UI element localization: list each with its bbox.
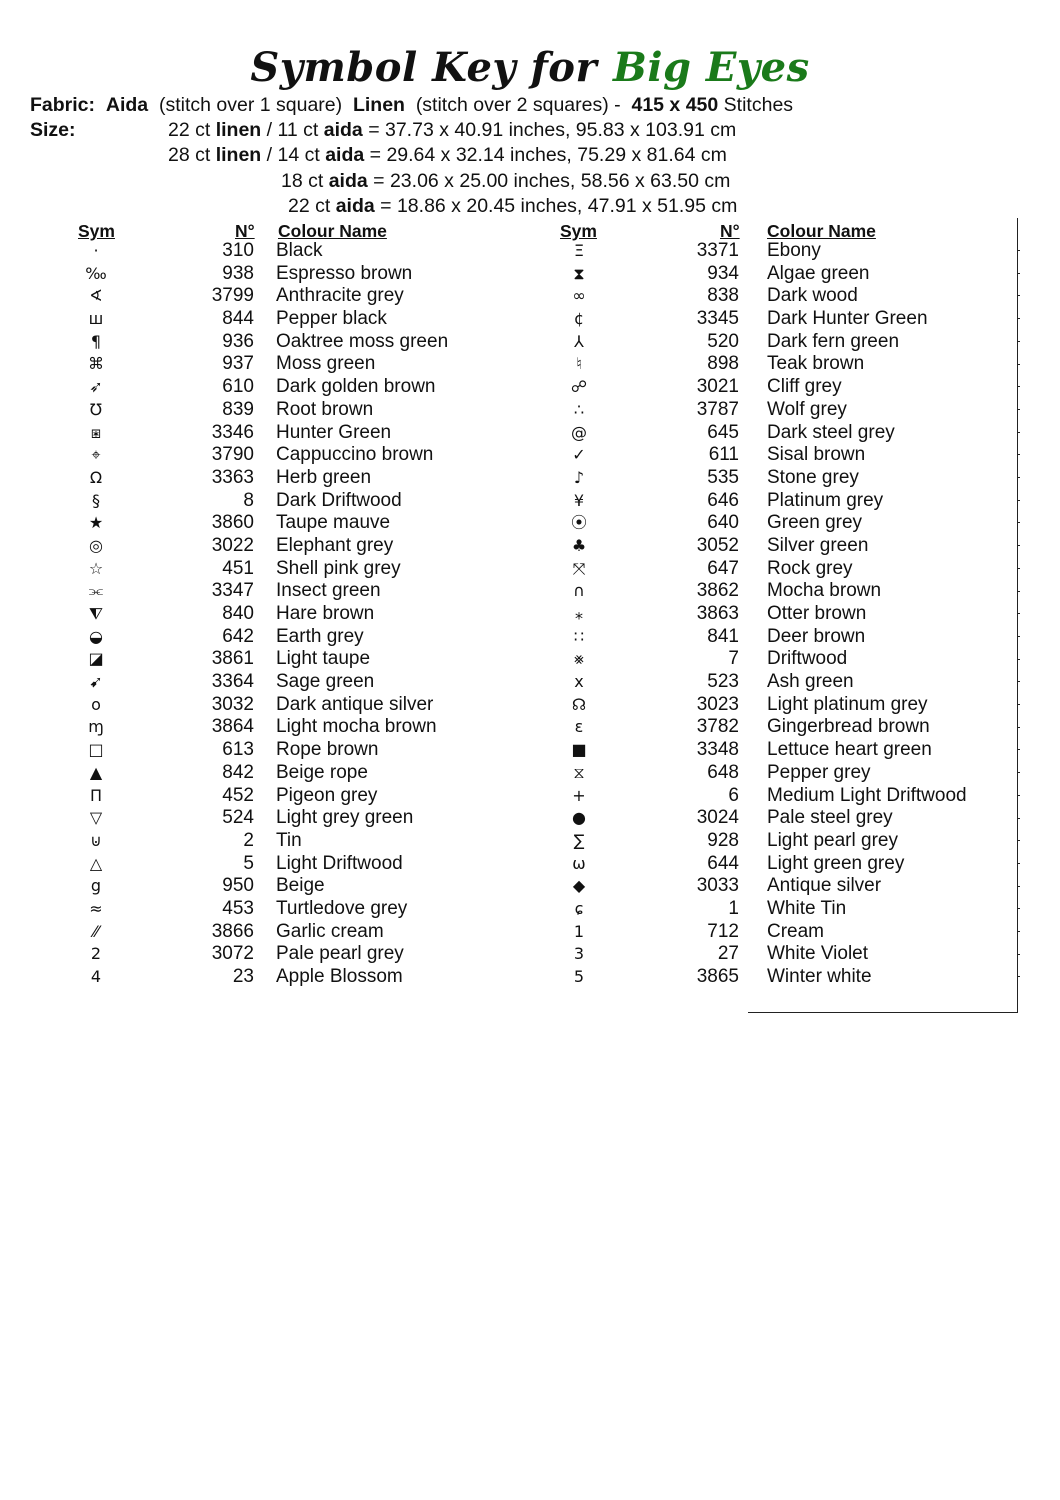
fabric-stitches-label: Stitches (723, 94, 794, 116)
header-name-right: Colour Name (767, 221, 876, 241)
color-name: Driftwood (767, 648, 848, 670)
symbol-icon: ≈ (89, 898, 103, 918)
color-name: Pale steel grey (767, 807, 893, 829)
color-name: Light taupe (276, 648, 371, 670)
border-tick (1017, 522, 1020, 523)
color-name: Hunter Green (276, 421, 392, 443)
color-number: 3782 (696, 716, 739, 738)
color-number: 839 (222, 398, 254, 420)
border-tick (1017, 386, 1020, 387)
symbol-icon: ⧗ (573, 263, 585, 283)
color-name: Wolf grey (767, 398, 847, 420)
color-name: Pepper grey (767, 761, 871, 783)
bottom-border-line (748, 1012, 1018, 1013)
symbol-icon: ⫘ (88, 581, 104, 601)
border-tick (1017, 704, 1020, 705)
color-name: Platinum grey (767, 489, 884, 511)
title-main: Symbol Key for (250, 44, 598, 91)
symbol-icon: Π (89, 785, 103, 805)
color-number: 3345 (696, 308, 739, 330)
symbol-icon: ℧ (89, 399, 103, 419)
symbol-icon: ⧖ (573, 762, 585, 782)
symbol-icon: ♣ (571, 535, 587, 555)
color-number: 640 (707, 512, 739, 534)
size-line-3-e: = 23.06 x 25.00 inches, 58.56 x 63.50 cm (373, 170, 731, 192)
color-number: 3862 (696, 580, 739, 602)
header-num-left: N° (235, 221, 255, 241)
color-number: 936 (222, 330, 254, 352)
size-line-1-d: aida (323, 119, 363, 141)
symbol-icon: 4 (90, 967, 102, 986)
color-name: Taupe mauve (276, 512, 391, 534)
color-name: Dark Driftwood (276, 489, 402, 511)
size-line-3-a: 18 ct (281, 170, 324, 192)
color-number: 451 (222, 557, 254, 579)
border-tick (1017, 318, 1020, 319)
symbol-icon: @ (571, 422, 587, 442)
symbol-icon: ⁎ (575, 604, 583, 623)
color-name: Sage green (276, 671, 375, 693)
color-number: 453 (222, 897, 254, 919)
border-tick (1017, 886, 1020, 887)
size-line-2-c: / 14 ct (266, 144, 320, 166)
symbol-icon: ∞ (572, 286, 586, 306)
border-tick (1017, 976, 1020, 977)
symbol-icon: ➶ (89, 377, 103, 397)
color-number: 520 (707, 330, 739, 352)
border-tick (1017, 250, 1020, 251)
color-number: 712 (707, 920, 739, 942)
color-name: Turtledove grey (276, 897, 408, 919)
symbol-icon: ¢ (573, 309, 585, 329)
color-name: Garlic cream (276, 920, 384, 942)
symbol-icon: △ (89, 853, 103, 873)
symbol-icon: Ω (89, 467, 103, 487)
color-number: 3799 (211, 285, 254, 307)
color-number: 3052 (696, 534, 739, 556)
symbol-icon: ‰ (85, 263, 107, 283)
symbol-icon: ◪ (88, 649, 104, 669)
color-name: Root brown (276, 398, 374, 420)
size-line-4-b: aida (335, 195, 375, 217)
color-name: Anthracite grey (276, 285, 404, 307)
symbol-icon: ¥ (573, 490, 585, 510)
symbol-icon: ⅄ (574, 331, 584, 351)
color-number: 841 (707, 625, 739, 647)
color-name: Shell pink grey (276, 557, 401, 579)
fabric-linen: Linen (352, 94, 405, 116)
symbol-icon: ◆ (572, 876, 586, 896)
symbol-icon: ● (572, 808, 586, 828)
color-name: Light grey green (276, 807, 414, 829)
color-number: 524 (222, 807, 254, 829)
symbol-icon: 3 (573, 944, 585, 964)
symbol-icon: x (574, 672, 584, 692)
fabric-linen-note: (stitch over 2 squares) - (415, 94, 621, 116)
color-number: 642 (222, 625, 254, 647)
symbol-icon: ⌘ (88, 354, 104, 374)
symbol-icon: ε (574, 717, 584, 737)
border-tick (1017, 591, 1020, 592)
color-name: Cliff grey (767, 376, 842, 398)
color-number: 1 (728, 897, 739, 919)
color-number: 842 (222, 761, 254, 783)
color-number: 8 (243, 489, 254, 511)
color-name: Elephant grey (276, 534, 394, 556)
header-sym-right: Sym (560, 221, 597, 241)
symbol-icon: ✓ (572, 445, 586, 465)
symbol-icon: ш (88, 309, 104, 329)
size-line-2-a: 28 ct (168, 144, 211, 166)
symbol-icon: ω (572, 853, 586, 873)
title-accent: Big Eyes (613, 44, 810, 91)
color-number: 934 (707, 262, 739, 284)
color-number: 844 (222, 308, 254, 330)
color-name: Teak brown (767, 353, 865, 375)
border-tick (1017, 545, 1020, 546)
color-number: 27 (717, 943, 739, 965)
color-name: Black (276, 240, 323, 261)
border-tick (1017, 840, 1020, 841)
color-name: Rock grey (767, 557, 853, 579)
color-name: Pigeon grey (276, 784, 378, 806)
color-number: 3023 (696, 693, 739, 715)
color-name: Light mocha brown (276, 716, 437, 738)
border-tick (1017, 409, 1020, 410)
symbol-icon: ◒ (89, 626, 103, 646)
color-number: 23 (232, 966, 254, 987)
border-tick (1017, 659, 1020, 660)
color-name: Insect green (276, 580, 381, 602)
color-name: Apple Blossom (276, 966, 403, 987)
color-name: Dark wood (767, 285, 858, 307)
symbol-icon: ɕ (574, 898, 584, 918)
color-name: Herb green (276, 466, 372, 488)
color-name: Moss green (276, 353, 376, 375)
border-tick (1017, 500, 1020, 501)
color-name: Antique silver (767, 875, 882, 897)
color-name: Light Driftwood (276, 852, 403, 874)
symbol-icon: ▲ (89, 762, 103, 782)
color-number: 840 (222, 603, 254, 624)
symbol-icon: 1 (573, 921, 585, 941)
color-number: 3346 (211, 421, 254, 443)
symbol-icon: ⧨ (88, 604, 104, 623)
symbol-icon: ⧆ (90, 422, 102, 442)
symbol-icon: § (92, 490, 100, 510)
color-name: Oaktree moss green (276, 330, 449, 352)
symbol-icon: ⁄⁄ (93, 921, 99, 941)
color-number: 838 (707, 285, 739, 307)
symbol-icon: ¶ (90, 331, 102, 351)
color-name: Cream (767, 920, 825, 942)
color-number: 645 (707, 421, 739, 443)
color-number: 2 (243, 829, 254, 851)
border-tick (1017, 772, 1020, 773)
color-number: 3864 (211, 716, 254, 738)
header-name-left: Colour Name (278, 221, 387, 241)
size-line-2-b: linen (215, 144, 262, 166)
color-name: Hare brown (276, 603, 375, 624)
border-tick (1017, 749, 1020, 750)
color-name: Ash green (767, 671, 854, 693)
fabric-aida: Aida (105, 94, 149, 116)
color-number: 644 (707, 852, 739, 874)
border-tick (1017, 931, 1020, 932)
symbol-icon: 2 (90, 944, 102, 964)
color-name: Light platinum grey (767, 693, 928, 715)
color-number: 523 (707, 671, 739, 693)
color-name: Earth grey (276, 625, 364, 647)
symbol-icon: ɱ (88, 717, 104, 737)
color-number: 3790 (211, 444, 254, 466)
symbol-icon: ∢ (89, 286, 103, 306)
color-number: 3364 (211, 671, 254, 693)
border-tick (1017, 477, 1020, 478)
color-name: Light pearl grey (767, 829, 898, 851)
color-name: Ebony (767, 240, 821, 261)
symbol-icon: ☊ (571, 694, 587, 714)
symbol-icon: ∴ (573, 399, 585, 419)
border-tick (1017, 432, 1020, 433)
color-name: Mocha brown (767, 580, 882, 602)
color-name: Deer brown (767, 625, 866, 647)
color-name: Dark antique silver (276, 693, 434, 715)
color-number: 3022 (211, 534, 254, 556)
size-line-1-a: 22 ct (168, 119, 211, 141)
color-name: Espresso brown (276, 262, 413, 284)
color-number: 647 (707, 557, 739, 579)
color-name: White Tin (767, 897, 847, 919)
border-tick (1017, 636, 1020, 637)
color-number: 648 (707, 761, 739, 783)
border-tick (1017, 341, 1020, 342)
border-tick (1017, 568, 1020, 569)
color-name: White Violet (767, 943, 869, 965)
color-name: Dark fern green (767, 330, 900, 352)
symbol-icon: 5 (573, 967, 585, 986)
color-name: Pepper black (276, 308, 387, 330)
color-number: 3363 (211, 466, 254, 488)
color-number: 3032 (211, 693, 254, 715)
color-number: 898 (707, 353, 739, 375)
color-number: 937 (222, 353, 254, 375)
color-number: 7 (728, 648, 739, 670)
color-name: Cappuccino brown (276, 444, 434, 466)
size-line-1 (168, 118, 736, 143)
color-name: Winter white (767, 966, 872, 987)
color-number: 452 (222, 784, 254, 806)
color-name: Medium Light Driftwood (767, 784, 967, 806)
color-number: 3033 (696, 875, 739, 897)
color-number: 6 (728, 784, 739, 806)
border-tick (1017, 273, 1020, 274)
symbol-icon: □ (88, 740, 104, 760)
color-name: Beige (276, 875, 325, 897)
color-name: Light green grey (767, 852, 905, 874)
color-number: 3861 (211, 648, 254, 670)
border-tick (1017, 681, 1020, 682)
color-name: Green grey (767, 512, 863, 534)
size-line-2 (168, 143, 727, 168)
color-number: 3347 (211, 580, 254, 602)
color-number: 646 (707, 489, 739, 511)
symbol-icon: ♮ (576, 354, 582, 374)
symbol-icon: o (91, 694, 101, 714)
border-tick (1017, 295, 1020, 296)
border-tick (1017, 795, 1020, 796)
size-line-1-c: / 11 ct (266, 119, 319, 141)
color-name: Silver green (767, 534, 869, 556)
size-label: Size: (30, 119, 76, 141)
size-line-4-a: 22 ct (288, 195, 331, 217)
right-border-line (1017, 218, 1018, 1013)
symbol-icon: ➹ (89, 672, 103, 692)
color-number: 3866 (211, 920, 254, 942)
symbol-icon: ⌖ (91, 445, 101, 465)
symbol-icon: ★ (88, 513, 104, 533)
color-number: 613 (222, 739, 254, 761)
color-number: 310 (222, 240, 254, 261)
fabric-aida-note: (stitch over 1 square) (158, 94, 343, 116)
color-name: Algae green (767, 262, 870, 284)
border-tick (1017, 613, 1020, 614)
border-tick (1017, 364, 1020, 365)
color-number: 3021 (696, 376, 739, 398)
symbol-icon: ⤧ (572, 558, 586, 578)
color-number: 3865 (696, 966, 739, 987)
symbol-icon: ☍ (570, 377, 588, 397)
size-line-4-e: = 18.86 x 20.45 inches, 47.91 x 51.95 cm (380, 195, 738, 217)
symbol-icon: + (572, 785, 586, 805)
color-name: Lettuce heart green (767, 739, 932, 761)
color-number: 3072 (211, 943, 254, 965)
color-number: 938 (222, 262, 254, 284)
color-name: Dark steel grey (767, 421, 895, 443)
fabric-stitches: 415 x 450 (631, 94, 719, 116)
color-number: 3860 (211, 512, 254, 534)
symbol-icon: ♪ (573, 467, 585, 487)
color-number: 950 (222, 875, 254, 897)
color-name: Sisal brown (767, 444, 866, 466)
border-tick (1017, 727, 1020, 728)
symbol-icon: g (90, 876, 102, 896)
color-number: 3024 (696, 807, 739, 829)
size-line-4 (288, 194, 737, 219)
symbol-icon: ◎ (89, 535, 103, 555)
header-num-right: N° (720, 221, 740, 241)
size-line-2-e: = 29.64 x 32.14 inches, 75.29 x 81.64 cm (369, 144, 727, 166)
symbol-icon: Ξ (573, 241, 585, 260)
color-name: Dark Hunter Green (767, 308, 928, 330)
symbol-icon: ∑ (573, 830, 585, 850)
color-name: Dark golden brown (276, 376, 436, 398)
border-tick (1017, 454, 1020, 455)
color-number: 3863 (696, 603, 739, 624)
size-line-3 (281, 169, 730, 194)
color-number: 3371 (696, 240, 739, 261)
size-line-3-b: aida (328, 170, 368, 192)
size-line-2-d: aida (325, 144, 365, 166)
color-name: Gingerbread brown (767, 716, 930, 738)
border-tick (1017, 818, 1020, 819)
symbol-icon: · (93, 241, 99, 260)
symbol-icon: ☆ (88, 558, 104, 578)
color-number: 3787 (696, 398, 739, 420)
size-label-line (30, 118, 76, 143)
size-line-1-e: = 37.73 x 40.91 inches, 95.83 x 103.91 cm (368, 119, 737, 141)
color-number: 611 (708, 444, 739, 466)
symbol-icon: ⨳ (574, 649, 584, 669)
symbol-icon: ⊍ (90, 830, 102, 850)
symbol-icon: ▽ (89, 808, 103, 828)
color-name: Rope brown (276, 739, 379, 761)
color-number: 610 (222, 376, 254, 398)
color-number: 5 (243, 852, 254, 874)
border-tick (1017, 863, 1020, 864)
color-number: 535 (707, 466, 739, 488)
border-tick (1017, 954, 1020, 955)
fabric-label: Fabric: (30, 94, 96, 116)
color-number: 928 (707, 829, 739, 851)
color-name: Tin (276, 829, 302, 851)
color-number: 3348 (696, 739, 739, 761)
border-tick (1017, 908, 1020, 909)
fabric-line (30, 93, 793, 118)
symbol-icon: ∩ (573, 581, 585, 601)
color-name: Beige rope (276, 761, 368, 783)
symbol-icon: ■ (571, 740, 587, 760)
symbol-icon: ∷ (573, 626, 585, 646)
symbol-icon: ⦿ (570, 513, 587, 533)
page-title (0, 44, 1060, 92)
size-line-1-b: linen (215, 119, 262, 141)
color-name: Pale pearl grey (276, 943, 404, 965)
color-name: Stone grey (767, 466, 859, 488)
color-name: Otter brown (767, 603, 867, 624)
header-sym-left: Sym (78, 221, 115, 241)
